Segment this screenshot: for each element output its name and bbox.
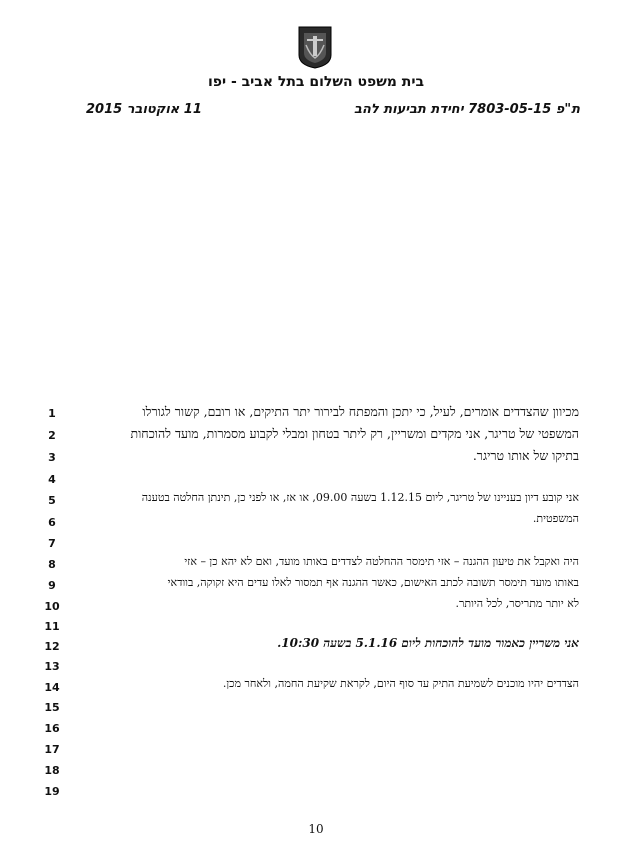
line-number: 17 — [44, 743, 60, 756]
line-text: אני קובע דיון בעניינו של טריגר, ליום 1.12.15 בשעה 09.00, או אז, או לפני כן, תינתן החלטה בטענה — [141, 491, 579, 504]
line-number: 8 — [48, 558, 56, 571]
line-number: 5 — [48, 494, 56, 507]
state-emblem-icon — [296, 25, 334, 69]
line-number: 1 — [48, 407, 56, 420]
line-number: 4 — [48, 473, 56, 486]
line-number: 9 — [48, 579, 56, 592]
line-text: המשפטית. — [532, 512, 579, 525]
line-text: באותו מועד תימסר תשובה לכתב האישום, כאשר ההגנה אף תמסור לאלו עדים היא זקוקה, בוודאי — [167, 576, 579, 589]
line-number: 13 — [44, 660, 60, 673]
line-number: 12 — [44, 640, 60, 653]
line-text: מכיוון שהצדדים אומרים, לעיל, כי יתכן והמפתח לבירור יתר התיקים, או רובם, קשור לגורלו — [142, 404, 579, 419]
line-number: 2 — [48, 429, 56, 442]
line-text: בתיקו של אותו טריגר. — [472, 448, 579, 463]
line-number: 15 — [44, 701, 60, 714]
case-number: ת"פ 7803-05-15 יחידת תביעות להב — [354, 102, 580, 117]
line-number: 11 — [44, 620, 60, 633]
line-number: 19 — [44, 785, 60, 798]
line-number: 6 — [48, 516, 56, 529]
page-number: 10 — [308, 822, 324, 836]
line-text: המשפטי של טריגר, אני מקדים ומשריין, רק ליתר בטחון ומבלי לקבוע מסמרות, מועד להוכחות — [130, 426, 579, 441]
line-number: 18 — [44, 764, 60, 777]
line-text: אני משריין כאמור מועד להוכחות ליום 5.1.16 בשעה 10:30. — [277, 636, 579, 650]
line-number: 16 — [44, 722, 60, 735]
line-number: 3 — [48, 451, 56, 464]
court-name: בית משפט השלום בתל אביב - יפו — [207, 74, 425, 90]
line-text: היה ואקבל את טיעון ההגנה – אזי תימסר ההחלטה לצדדים באותו מועד, ואם לא יהא כן – אזי — [184, 555, 579, 568]
line-text: לא יותר מתריסר, לכל היותר. — [455, 597, 579, 610]
line-text: הצדדים יהיו מוכנים לשמיעת התיק עד סוף היום, לקראת שקיעת החמה, ולאחר מכן. — [222, 677, 579, 690]
line-number: 10 — [44, 600, 60, 613]
line-number: 7 — [48, 537, 56, 550]
line-number: 14 — [44, 681, 60, 694]
document-date: 11 אוקטובר 2015 — [86, 102, 202, 117]
